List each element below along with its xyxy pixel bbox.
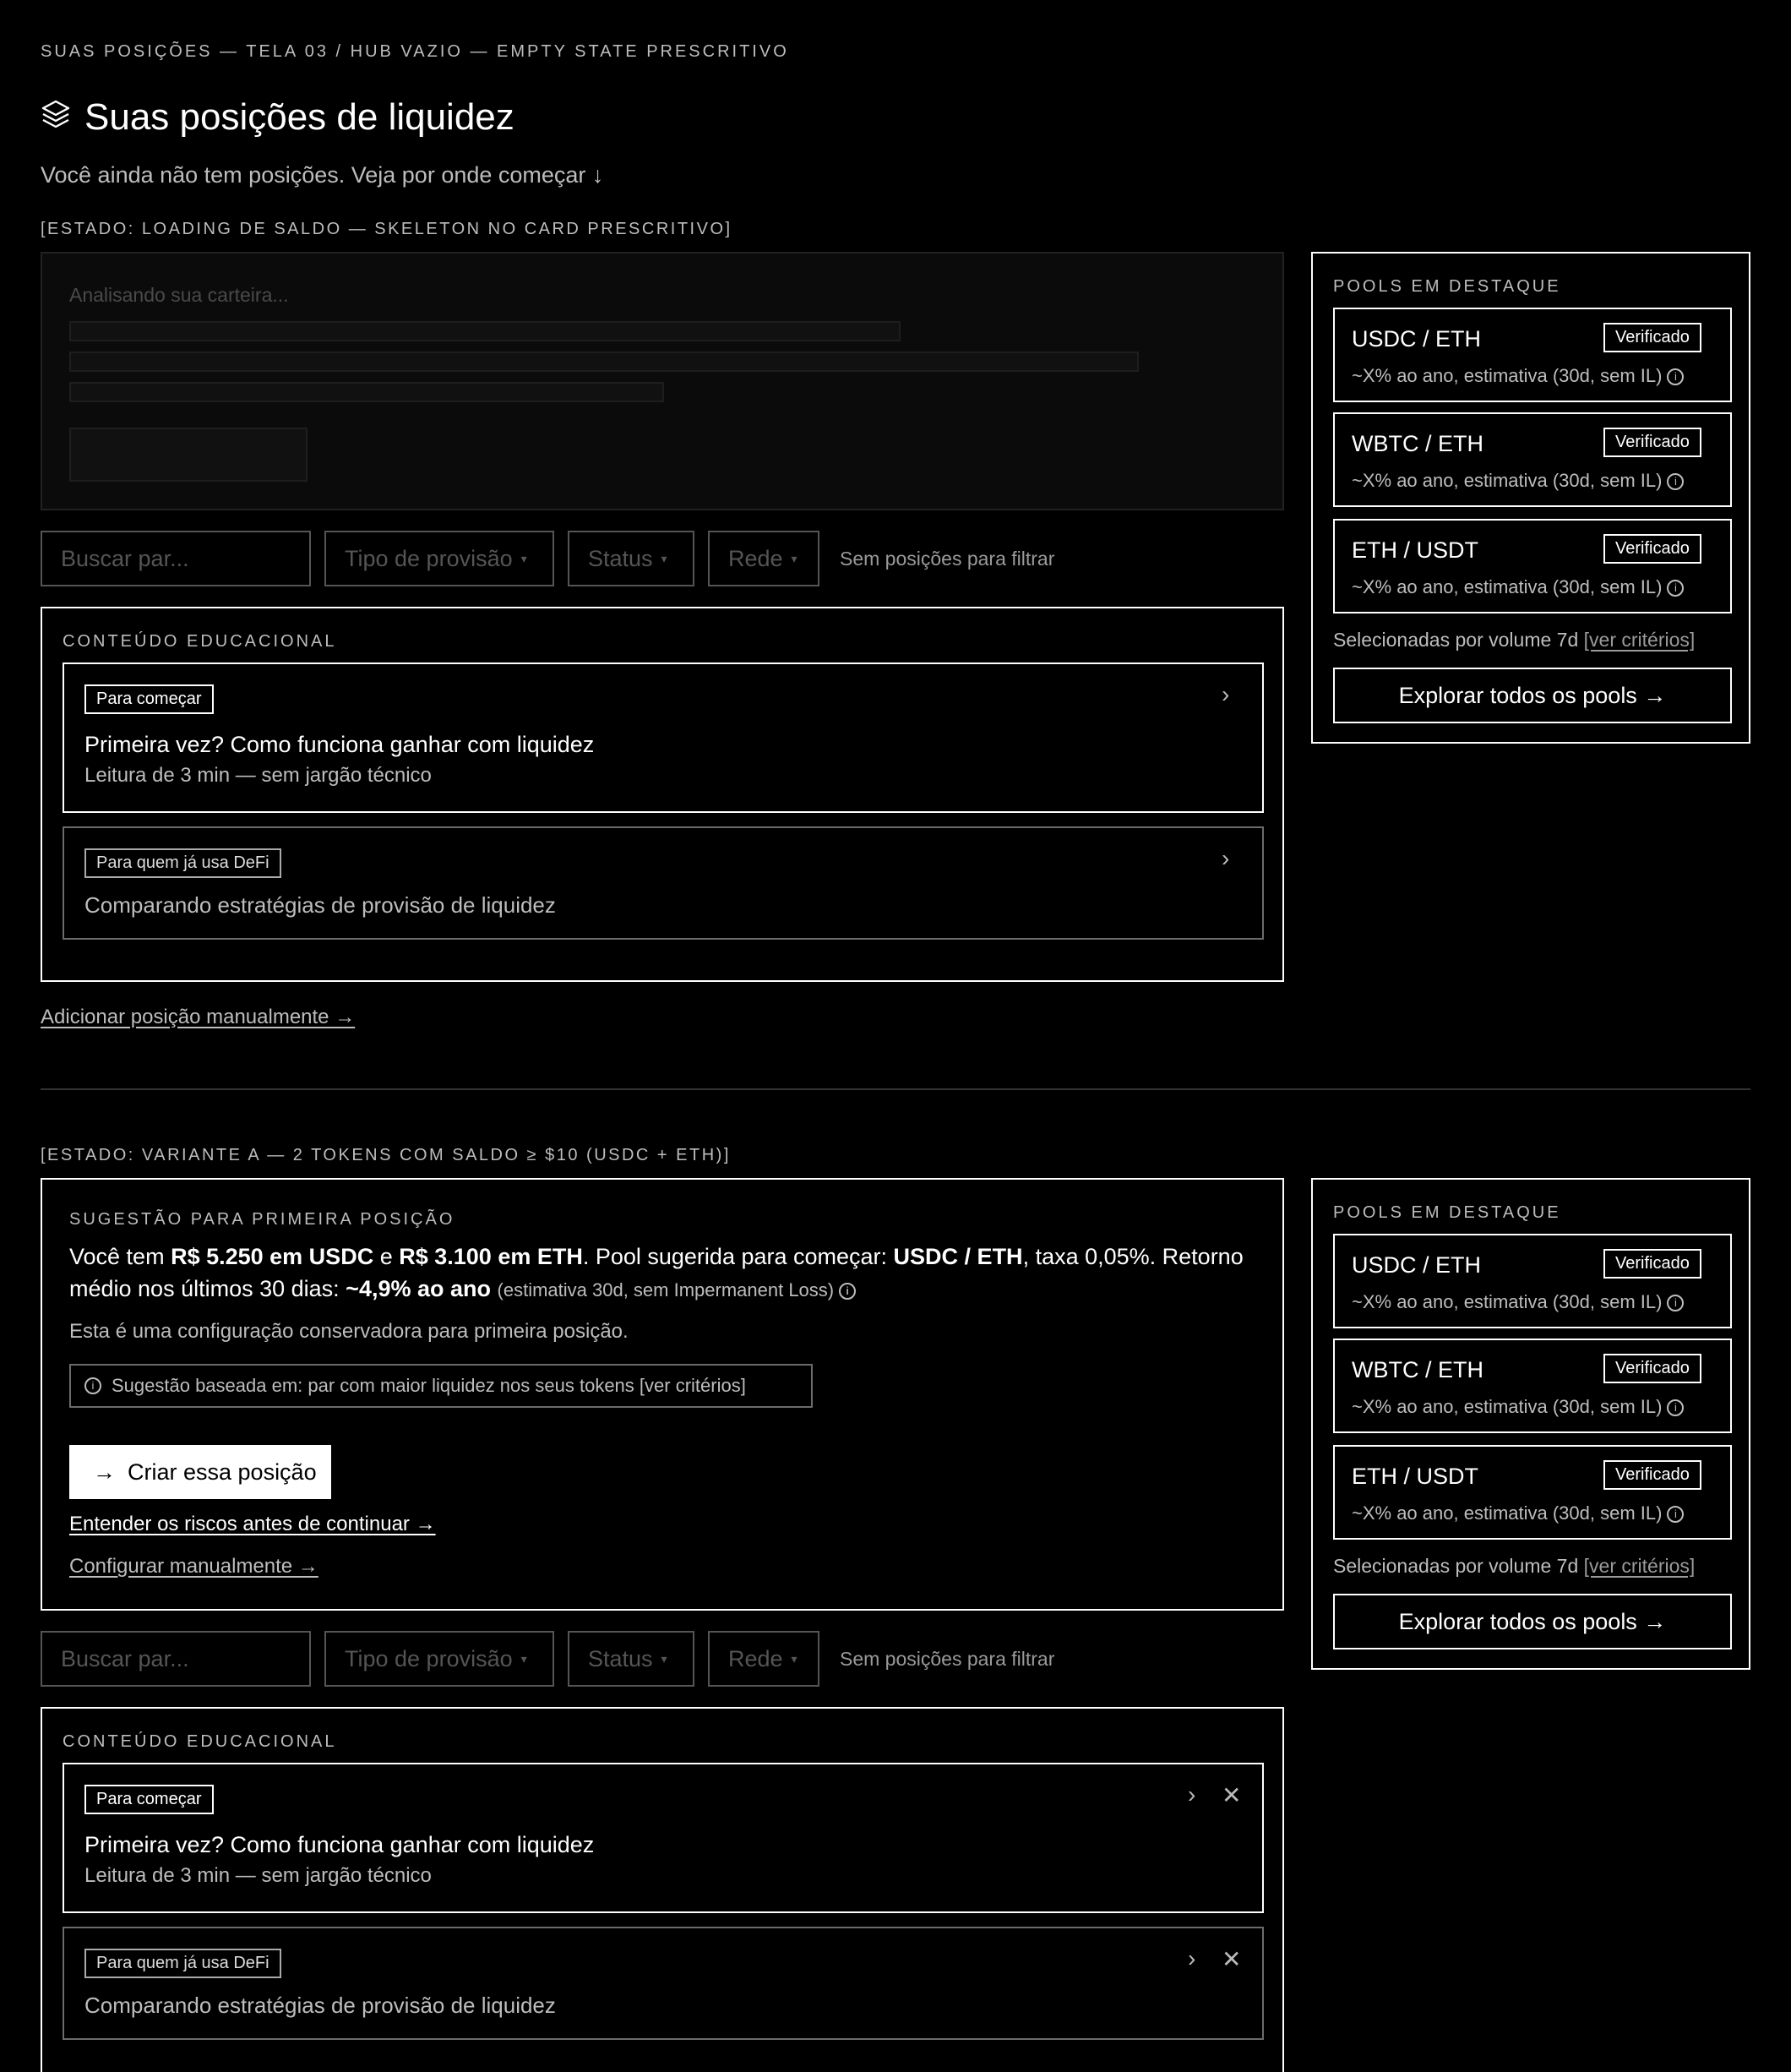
estimate-note: (estimativa 30d, sem Impermanent Loss) [497, 1279, 835, 1300]
chevron-down-icon: ▾ [661, 1651, 667, 1666]
pool-pair: WBTC / ETH [1352, 1357, 1483, 1382]
arrow-right-icon: → [93, 1459, 116, 1485]
chevron-down-icon: ▾ [791, 551, 798, 565]
tag-advanced: Para quem já usa DeFi [84, 1949, 281, 1978]
verified-badge: Verificado [1603, 534, 1701, 564]
close-icon[interactable]: ✕ [1222, 1946, 1242, 1972]
pool-apr: ~X% ao ano, estimativa (30d, sem IL) [1352, 1396, 1663, 1417]
chevron-right-icon: › [1222, 845, 1230, 871]
pools-heading: POOLS EM DESTAQUE [1333, 1203, 1561, 1222]
status-filter-dropdown[interactable]: Status ▾ [568, 1631, 694, 1687]
pool-pair: USDC / ETH [1352, 1252, 1482, 1278]
education-card-title: Primeira vez? Como funciona ganhar com liquidez [84, 1832, 595, 1857]
verified-badge: Verificado [1603, 323, 1701, 352]
skeleton-card [41, 252, 1284, 510]
type-filter-dropdown[interactable]: Tipo de provisão ▾ [324, 531, 554, 586]
verified-badge: Verificado [1603, 1460, 1701, 1490]
info-icon[interactable]: i [1667, 580, 1684, 597]
chevron-right-icon: › [1222, 681, 1230, 707]
chevron-down-icon: ▾ [791, 1651, 798, 1666]
pools-footer: Selecionadas por volume 7d [ver critérios] [1333, 629, 1696, 651]
filter-empty-note: Sem posições para filtrar [840, 548, 1055, 570]
info-icon[interactable]: i [1667, 1399, 1684, 1416]
suggestion-card [41, 1178, 1284, 1611]
chevron-right-icon: › [1188, 1781, 1196, 1808]
pool-card[interactable] [1333, 519, 1732, 613]
skeleton-line [69, 352, 1139, 372]
tag-beginner: Para começar [84, 684, 214, 714]
education-heading: CONTEÚDO EDUCACIONAL [63, 632, 337, 651]
info-icon[interactable]: i [1667, 368, 1684, 385]
pool-pair: ETH / USDT [1352, 537, 1479, 563]
tag-advanced: Para quem já usa DeFi [84, 848, 281, 878]
info-icon[interactable]: i [1667, 1506, 1684, 1523]
criteria-link[interactable]: [ver critérios] [1583, 629, 1696, 651]
pool-apr: ~X% ao ano, estimativa (30d, sem IL) [1352, 576, 1663, 597]
close-icon[interactable]: ✕ [1222, 1782, 1242, 1808]
status-filter-dropdown[interactable]: Status ▾ [568, 531, 694, 586]
featured-pools-panel [1311, 1178, 1750, 1670]
pool-apr: ~X% ao ano, estimativa (30d, sem IL) [1352, 365, 1663, 386]
pool-card[interactable] [1333, 1234, 1732, 1328]
network-filter-dropdown[interactable]: Rede ▾ [708, 531, 819, 586]
info-icon: i [84, 1377, 101, 1394]
configure-manually-link[interactable]: Configurar manualmente → [69, 1555, 318, 1578]
skeleton-line [69, 382, 664, 402]
pool-apr: ~X% ao ano, estimativa (30d, sem IL) [1352, 1502, 1663, 1524]
risks-link[interactable]: Entender os riscos antes de continuar → [69, 1513, 436, 1535]
page-title: Suas posições de liquidez [84, 96, 514, 138]
skeleton-button [69, 428, 308, 482]
chevron-down-icon: ▾ [661, 551, 667, 565]
education-card-subtitle: Leitura de 3 min — sem jargão técnico [84, 764, 432, 787]
education-card[interactable] [63, 1763, 1264, 1913]
pool-pair: WBTC / ETH [1352, 431, 1483, 456]
layers-icon [41, 98, 71, 132]
page-eyebrow: SUAS POSIÇÕES — TELA 03 / HUB VAZIO — EMPTY STATE PRESCRITIVO [41, 42, 789, 61]
pools-heading: POOLS EM DESTAQUE [1333, 277, 1561, 296]
education-card[interactable] [63, 1927, 1264, 2040]
pool-card[interactable] [1333, 1445, 1732, 1540]
education-heading: CONTEÚDO EDUCACIONAL [63, 1732, 337, 1751]
explore-pools-button[interactable]: Explorar todos os pools → [1333, 668, 1732, 723]
search-input[interactable]: Buscar par... [41, 531, 311, 586]
education-section [41, 1707, 1284, 2072]
state-label-loading: [ESTADO: LOADING DE SALDO — SKELETON NO CARD PRESCRITIVO] [41, 220, 732, 238]
type-filter-dropdown[interactable]: Tipo de provisão ▾ [324, 1631, 554, 1687]
create-position-button[interactable]: → Criar essa posição [69, 1445, 331, 1499]
info-icon[interactable]: i [1667, 1295, 1684, 1311]
education-card-title: Comparando estratégias de provisão de liquidez [84, 892, 556, 918]
pool-card[interactable] [1333, 412, 1732, 507]
education-card-title: Primeira vez? Como funciona ganhar com liquidez [84, 732, 595, 757]
filter-empty-note: Sem posições para filtrar [840, 1648, 1055, 1670]
pool-apr: ~X% ao ano, estimativa (30d, sem IL) [1352, 470, 1663, 491]
chevron-down-icon: ▾ [520, 1651, 527, 1666]
pool-pair: ETH / USDT [1352, 1464, 1479, 1489]
loading-text: Analisando sua carteira... [69, 284, 289, 306]
page-subtitle: Você ainda não tem posições. Veja por onde começar ↓ [41, 162, 604, 188]
pool-pair: USDC / ETH [1352, 326, 1482, 352]
pool-card[interactable] [1333, 1339, 1732, 1433]
education-card[interactable] [63, 662, 1264, 813]
conservative-note: Esta é uma configuração conservadora para primeira posição. [69, 1320, 629, 1343]
skeleton-line [69, 321, 901, 341]
verified-badge: Verificado [1603, 1354, 1701, 1383]
info-icon[interactable]: i [839, 1283, 856, 1300]
verified-badge: Verificado [1603, 1249, 1701, 1279]
manual-add-link[interactable]: Adicionar posição manualmente → [41, 1006, 356, 1028]
education-section [41, 607, 1284, 982]
tag-beginner: Para começar [84, 1785, 214, 1814]
suggestion-heading: SUGESTÃO PARA PRIMEIRA POSIÇÃO [69, 1210, 455, 1229]
criteria-link[interactable]: [ver critérios] [1583, 1555, 1696, 1577]
featured-pools-panel [1311, 252, 1750, 744]
chevron-right-icon: › [1188, 1945, 1196, 1971]
suggestion-text: Você tem R$ 5.250 em USDC e R$ 3.100 em ETH. Pool sugerida para começar: USDC / ETH, taxa 0,05%. Retorno médio nos últimos 30 dias: ~4,9% ao ano (estimativa 30d, sem Impermanent Loss) i [69, 1244, 1244, 1301]
pools-footer: Selecionadas por volume 7d [ver critérios] [1333, 1555, 1696, 1577]
search-input[interactable]: Buscar par... [41, 1631, 311, 1687]
suggestion-basis: i Sugestão baseada em: par com maior liquidez nos seus tokens [ver critérios] [69, 1364, 813, 1408]
education-card-subtitle: Leitura de 3 min — sem jargão técnico [84, 1864, 432, 1887]
pool-card[interactable] [1333, 308, 1732, 402]
section-divider [41, 1088, 1750, 1090]
explore-pools-button[interactable]: Explorar todos os pools → [1333, 1594, 1732, 1649]
education-card[interactable] [63, 826, 1264, 940]
education-card-title: Comparando estratégias de provisão de liquidez [84, 1993, 556, 2018]
state-label-variant-a: [ESTADO: VARIANTE A — 2 TOKENS COM SALDO ≥ $10 (USDC + ETH)] [41, 1146, 731, 1164]
info-icon[interactable]: i [1667, 473, 1684, 490]
pool-apr: ~X% ao ano, estimativa (30d, sem IL) [1352, 1291, 1663, 1312]
chevron-down-icon: ▾ [520, 551, 527, 565]
verified-badge: Verificado [1603, 428, 1701, 457]
network-filter-dropdown[interactable]: Rede ▾ [708, 1631, 819, 1687]
